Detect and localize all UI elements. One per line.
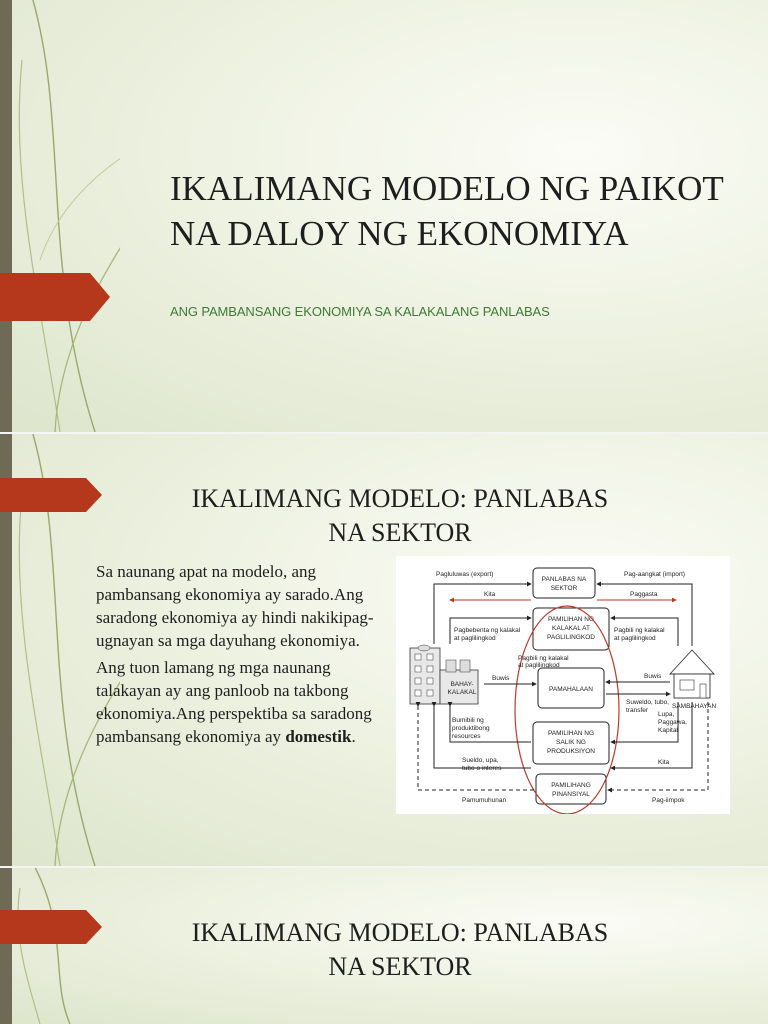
- label-pagluluwas: Pagluluwas (export): [436, 571, 494, 578]
- bullet-item: [72, 656, 392, 748]
- label-lupa-line2: Paggawa,: [658, 719, 687, 726]
- decorative-swoosh-icon: [0, 868, 120, 1024]
- decorative-swoosh-icon: [0, 0, 120, 432]
- title-tab-arrow-icon: [0, 910, 104, 944]
- label-bahay-line1: BAHAY-: [450, 681, 474, 688]
- title-tab-arrow-icon: [0, 273, 112, 321]
- box-panlabas-na-sektor: [533, 568, 595, 598]
- label-subsidy-line2: transfer: [626, 707, 649, 714]
- label-kita-top: Kita: [484, 591, 496, 598]
- slide-1: [0, 0, 768, 432]
- label-bahay-line2: KALAKAL: [447, 689, 477, 696]
- box-salik-line2: SALIK NG: [556, 739, 586, 746]
- label-buwis-right: Buwis: [644, 673, 662, 680]
- label-sueldo-line2: tubo o interes: [462, 765, 502, 772]
- bullet-text: Sa naunang apat na modelo, ang pambansang ekonomiya ay sarado.Ang saradong ekonomiya ay hindi nakikipag-ugnayan sa mga dayuhang ekonomiya.: [96, 562, 374, 650]
- label-lupa-line3: Kapital: [658, 727, 678, 734]
- box-salik-line1: PAMILIHAN NG: [547, 730, 595, 737]
- bullet-bold-term: domestik: [285, 727, 352, 746]
- label-subsidy-line1: Suweldo, tubo,: [626, 699, 670, 706]
- circular-flow-diagram: [396, 556, 730, 814]
- label-pag-iimpok: Pag-iimpok: [652, 797, 685, 804]
- label-pagbili-right-line2: at paglilingkod: [614, 635, 656, 642]
- label-pagbebenta-line2: at paglilingkod: [454, 635, 496, 642]
- bullet-item: [72, 560, 392, 652]
- label-bumibili-line1: Bumibili ng: [452, 717, 484, 724]
- label-pagbebenta-line1: Pagbebenta ng kalakal: [454, 627, 521, 634]
- box-panlabas-line2: SEKTOR: [550, 585, 578, 592]
- label-pagbili-center-line1: Pagbili ng kalakal: [518, 655, 569, 662]
- label-bumibili-line3: resources: [452, 733, 481, 740]
- label-paggasta: Paggasta: [630, 591, 658, 598]
- box-kalakal-line3: PAGLILINGKOD: [547, 634, 595, 641]
- label-buwis-left: Buwis: [492, 675, 510, 682]
- title-tab-arrow-icon: [0, 478, 104, 512]
- slide-1-subtitle: ANG PAMBANSANG EKONOMIYA SA KALAKALANG PANLABAS: [170, 304, 550, 319]
- box-pamilihang-pinansiyal: [536, 774, 606, 804]
- box-pinansiyal-line1: PAMILIHANG: [551, 782, 591, 789]
- label-pagbili-right-line1: Pagbili ng kalakal: [614, 627, 665, 634]
- bullet-list: [72, 560, 392, 752]
- label-pag-aangkat: Pag-aangkat (import): [624, 571, 686, 578]
- box-pinansiyal-line2: PINANSIYAL: [552, 791, 590, 798]
- box-pamahalaan-label: PAMAHALAAN: [549, 686, 593, 693]
- bullet-text: Ang tuon lamang ng mga naunang talakayan ay ang panloob na takbong ekonomiya.Ang perspektiba sa saradong pambansang ekonomiya ay: [96, 658, 372, 746]
- slide-2: [0, 434, 768, 866]
- slide-1-title: IKALIMANG MODELO NG PAIKOT NA DALOY NG EKONOMIYA: [170, 169, 724, 253]
- box-panlabas-line1: PANLABAS NA: [541, 576, 587, 583]
- slide-3: [0, 868, 768, 1024]
- label-kita-bottom: Kita: [658, 759, 670, 766]
- label-sueldo-line1: Sueldo, upa,: [462, 757, 499, 764]
- label-pamumuhunan: Pamumuhunan: [462, 797, 507, 804]
- label-bumibili-line2: produktibong: [452, 725, 490, 732]
- house-icon: [670, 650, 714, 698]
- bullet-end: .: [351, 727, 356, 746]
- box-kalakal-line2: KALAKAL AT: [552, 625, 590, 632]
- slide-3-title: IKALIMANG MODELO: PANLABAS NA SEKTOR: [191, 918, 609, 981]
- box-salik-line3: PRODUKSIYON: [546, 748, 596, 755]
- label-sambahayan: SAMBAHAYAN: [672, 703, 717, 710]
- label-lupa-line1: Lupa,: [658, 711, 675, 718]
- label-pagbili-center-line2: at paglilingkod: [518, 662, 560, 669]
- box-kalakal-line1: PAMILIHAN NG: [547, 616, 595, 623]
- slide-2-title: IKALIMANG MODELO: PANLABAS NA SEKTOR: [191, 484, 609, 547]
